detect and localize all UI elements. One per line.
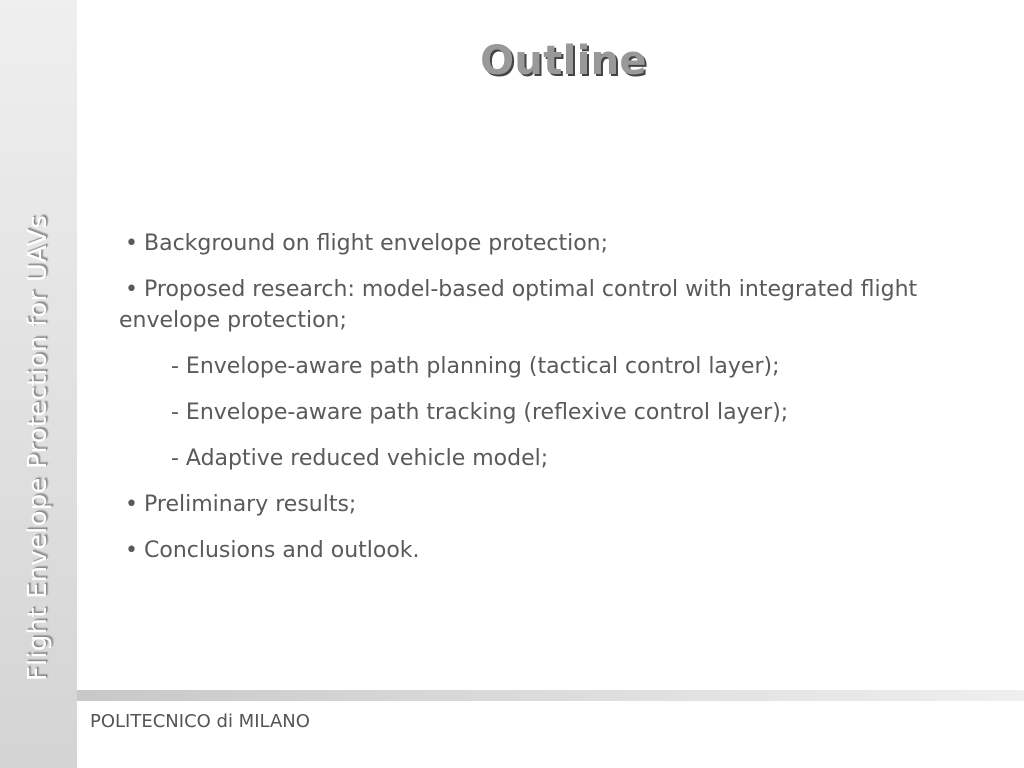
outline-subitem bbox=[119, 351, 979, 382]
footer-divider bbox=[77, 690, 1024, 701]
bullet-marker: • bbox=[125, 538, 138, 563]
outline-subitem bbox=[119, 443, 979, 474]
bullet-marker: • bbox=[125, 231, 138, 256]
outline-subitem-text: - Envelope-aware path tracking (reflexive control layer); bbox=[171, 400, 789, 425]
outline-item-text: Conclusions and outlook. bbox=[144, 538, 420, 563]
outline-item bbox=[119, 228, 979, 259]
bullet-marker: • bbox=[125, 277, 138, 302]
outline-list bbox=[119, 228, 979, 581]
slide-title: Outline bbox=[480, 38, 647, 84]
outline-subitem-text: - Adaptive reduced vehicle model; bbox=[171, 446, 549, 471]
outline-subitem-text: - Envelope-aware path planning (tactical control layer); bbox=[171, 354, 780, 379]
outline-item-text: Background on flight envelope protection; bbox=[144, 231, 609, 256]
sidebar-title: Flight Envelope Protection for UAVs bbox=[23, 214, 53, 682]
sidebar-band bbox=[0, 0, 77, 768]
outline-item bbox=[119, 489, 979, 520]
bullet-marker: • bbox=[125, 492, 138, 517]
outline-subitem bbox=[119, 397, 979, 428]
outline-item-text: Proposed research: model-based optimal control with integrated flight envelope protection; bbox=[119, 277, 918, 333]
outline-item bbox=[119, 274, 979, 336]
outline-item-text: Preliminary results; bbox=[144, 492, 357, 517]
outline-item bbox=[119, 535, 979, 566]
footer-institution: POLITECNICO di MILANO bbox=[90, 711, 310, 732]
